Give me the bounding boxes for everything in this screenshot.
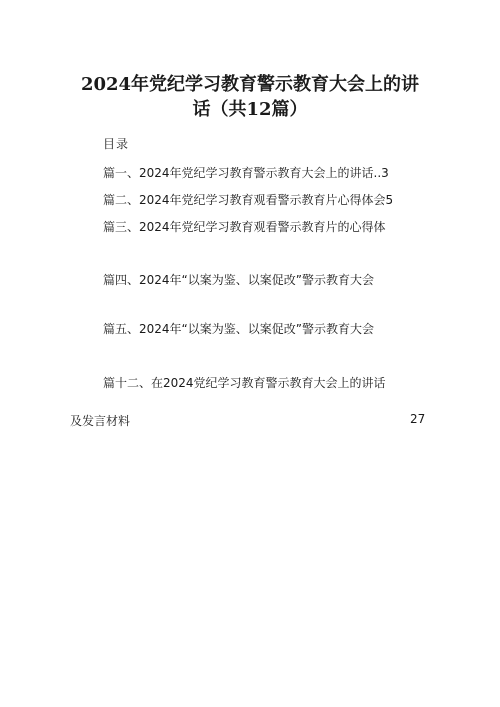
- toc-entry-text: 篇三、2024年党纪学习教育观看警示教育片的心得体: [103, 220, 386, 234]
- document-title-line2: 话（共12篇）: [192, 99, 308, 120]
- toc-entry-text: 篇二、2024年党纪学习教育观看警示教育片心得体会: [103, 193, 386, 207]
- toc-entry-12-continuation: 及发言材料: [70, 414, 131, 428]
- toc-entry-3[interactable]: [103, 219, 386, 235]
- document-title-line1: 2024年党纪学习教育警示教育大会上的讲: [80, 74, 420, 95]
- toc-entry-page: 5: [385, 193, 394, 207]
- toc-entry-text: 篇四、2024年“以案为鉴、以案促改”警示教育大会: [103, 273, 374, 287]
- toc-entry-4[interactable]: [103, 272, 374, 288]
- toc-entry-5[interactable]: [103, 321, 374, 337]
- toc-entry-12-page: 27: [410, 412, 426, 426]
- toc-entry-page: 3: [381, 166, 389, 180]
- toc-entry-text: 篇十二、在2024党纪学习教育警示教育大会上的讲话: [103, 376, 386, 390]
- toc-entry-12[interactable]: [103, 375, 386, 391]
- toc-entry-text: 篇五、2024年“以案为鉴、以案促改”警示教育大会: [103, 322, 374, 336]
- toc-heading: 目录: [103, 137, 130, 151]
- toc-entry-text: 篇一、2024年党纪学习教育警示教育大会上的讲话..: [103, 166, 382, 180]
- toc-entry-1[interactable]: [103, 165, 389, 181]
- toc-entry-2[interactable]: [103, 192, 393, 208]
